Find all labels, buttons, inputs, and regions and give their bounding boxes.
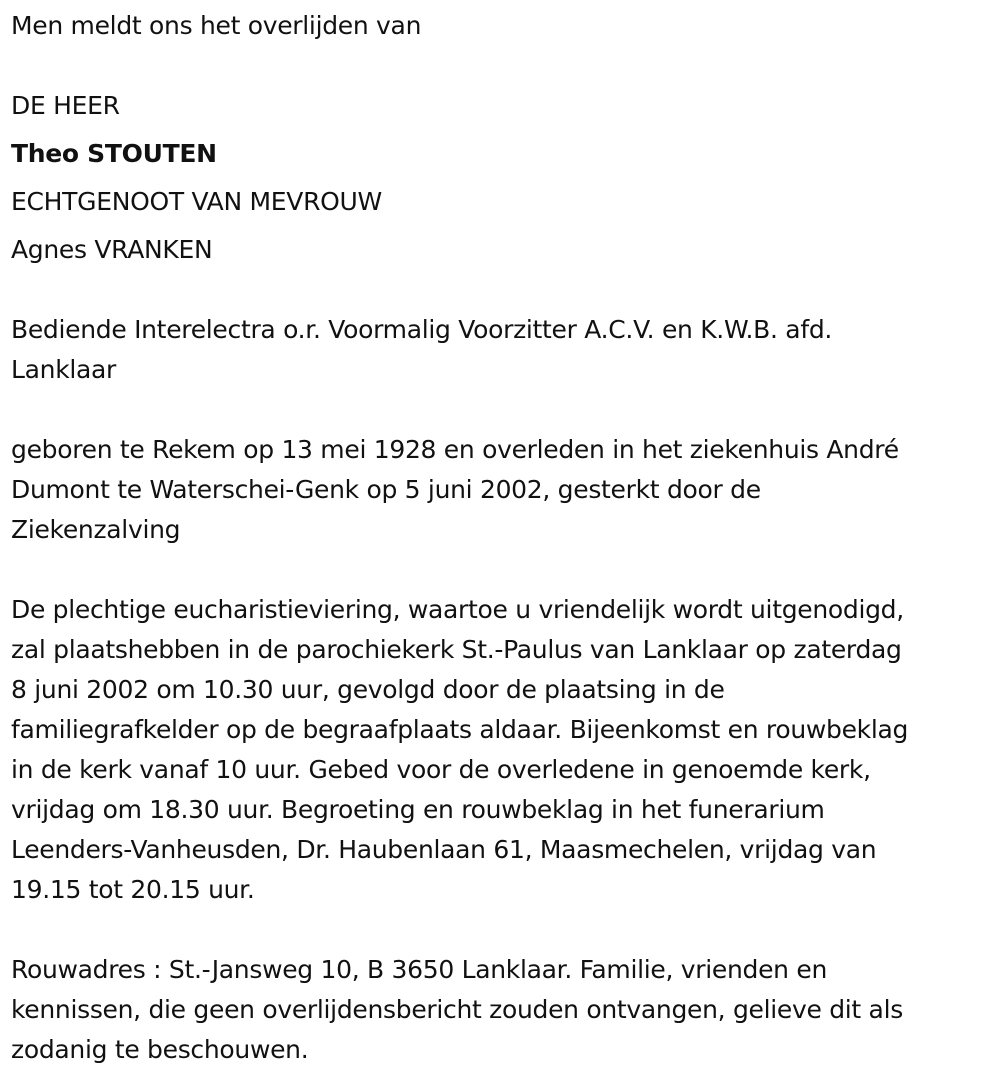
- occupation-paragraph: [11, 310, 996, 390]
- deceased-name: Theo STOUTEN: [11, 139, 217, 168]
- intro-text: Men meldt ons het overlijden van: [11, 11, 422, 40]
- text-line: in de kerk vanaf 10 uur. Gebed voor de overledene in genoemde kerk,: [11, 755, 871, 784]
- ceremony-paragraph: [11, 590, 996, 910]
- text-line: familiegrafkelder op de begraafplaats aldaar. Bijeenkomst en rouwbeklag: [11, 715, 909, 744]
- text-line: 19.15 tot 20.15 uur.: [11, 875, 255, 904]
- spouse-label: ECHTGENOOT VAN MEVROUW: [11, 187, 382, 216]
- text-line: Lanklaar: [11, 355, 117, 384]
- text-line: Dumont te Waterschei-Genk op 5 juni 2002, gesterkt door de: [11, 475, 761, 504]
- text-line: De plechtige eucharistieviering, waartoe u vriendelijk wordt uitgenodigd,: [11, 595, 904, 624]
- text-line: Bediende Interelectra o.r. Voormalig Voorzitter A.C.V. en K.W.B. afd.: [11, 315, 833, 344]
- text-line: 8 juni 2002 om 10.30 uur, gevolgd door de plaatsing in de: [11, 675, 725, 704]
- title-prefix: DE HEER: [11, 91, 120, 120]
- text-line: zodanig te beschouwen.: [11, 1035, 309, 1064]
- text-line: geboren te Rekem op 13 mei 1928 en overleden in het ziekenhuis André: [11, 435, 899, 464]
- text-line: vrijdag om 18.30 uur. Begroeting en rouwbeklag in het funerarium: [11, 795, 825, 824]
- spouse-name: Agnes VRANKEN: [11, 235, 213, 264]
- text-line: zal plaatshebben in de parochiekerk St.-Paulus van Lanklaar op zaterdag: [11, 635, 902, 664]
- text-line: Ziekenzalving: [11, 515, 181, 544]
- address-paragraph: [11, 950, 996, 1070]
- text-line: Leenders-Vanheusden, Dr. Haubenlaan 61, Maasmechelen, vrijdag van: [11, 835, 877, 864]
- text-line: Rouwadres : St.-Jansweg 10, B 3650 Lanklaar. Familie, vrienden en: [11, 955, 827, 984]
- birth-death-paragraph: [11, 430, 996, 550]
- text-line: kennissen, die geen overlijdensbericht zouden ontvangen, gelieve dit als: [11, 995, 903, 1024]
